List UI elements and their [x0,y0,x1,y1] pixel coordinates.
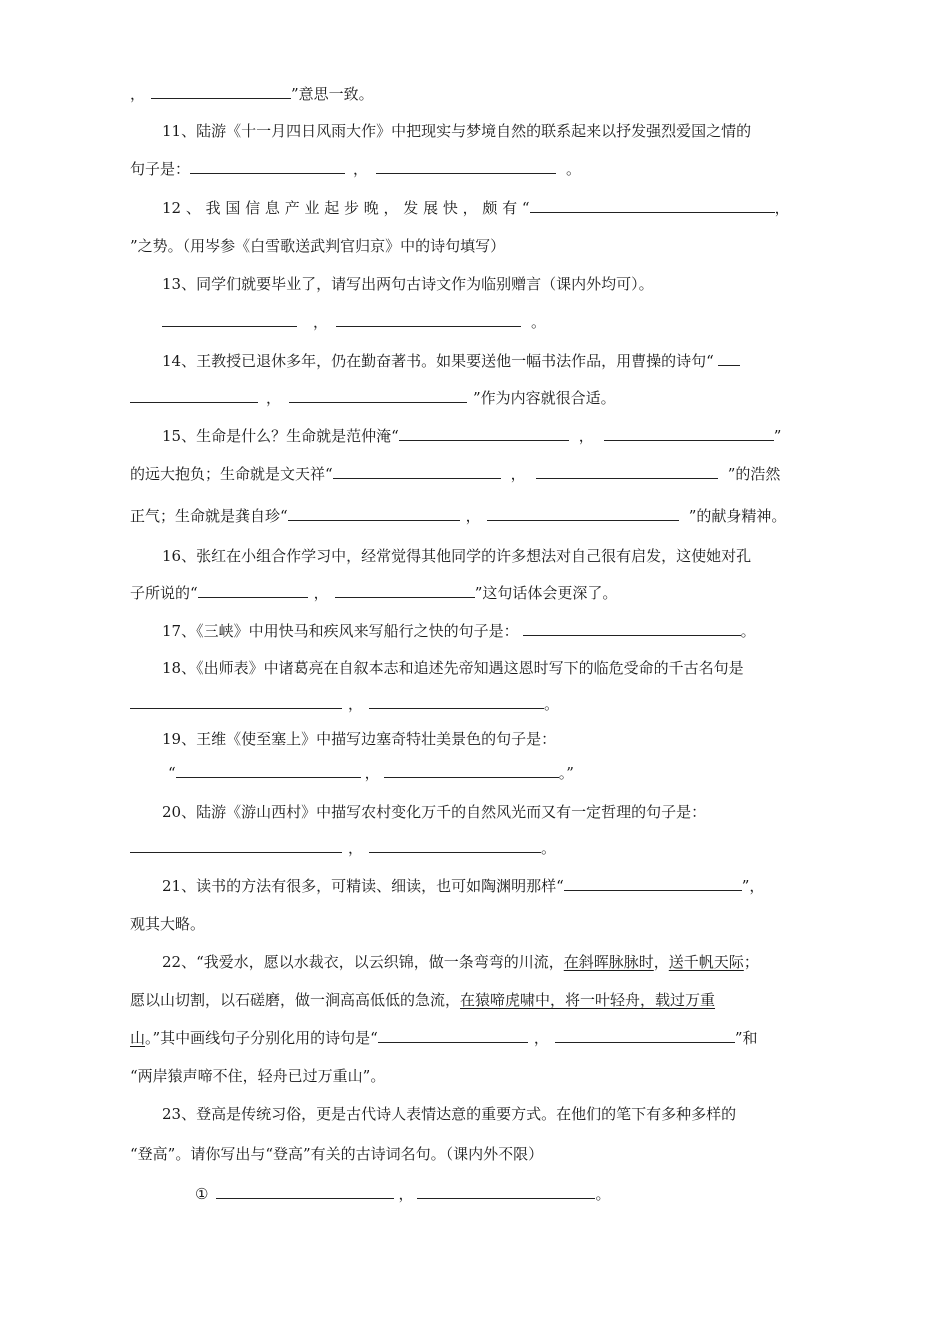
text: 。 [595,1185,611,1203]
text: 的远大抱负；生命就是文天祥“ [130,465,333,483]
question-18 [162,658,744,678]
question-23-answer [195,1184,610,1204]
answer-blank[interactable] [530,198,775,213]
text: ”这句话体会更深了。 [474,584,618,602]
question-22 [162,952,759,972]
answer-blank[interactable] [369,838,541,853]
answer-blank[interactable] [536,464,718,479]
text: ”的浩然 [727,465,781,483]
text: ”意思一致。 [291,85,374,103]
answer-blank[interactable] [130,388,258,403]
text: “两岸猿声啼不住，轻舟已过万重山”。 [130,1067,386,1085]
answer-blank[interactable] [289,388,467,403]
text: “登高”。请你写出与“登高”有关的古诗词名句。（课内外不限） [130,1145,544,1163]
question-16-answer [130,583,617,603]
text: 17、《三峡》中用快马和疾风来写船行之快的句子是： [162,622,519,640]
answer-blank[interactable] [417,1184,595,1199]
text: 12 、 我 国 信 息 产 业 起 步 晚 ， 发 展 快 ， 颇 有 “ [162,199,530,217]
question-11 [162,121,751,141]
text: “ [168,764,176,782]
answer-blank[interactable] [564,876,742,891]
answer-blank[interactable] [718,351,740,366]
question-15-cont [130,464,780,484]
text: ” [773,427,782,445]
text: 15、生命是什么？生命就是范仲淹“ [162,427,399,445]
question-22-cont [130,990,715,1010]
text: ”和 [734,1029,758,1047]
question-17 [162,621,756,641]
answer-blank[interactable] [288,506,460,521]
answer-blank[interactable] [176,763,361,778]
text: ， [510,465,526,483]
question-22-cont2 [130,1028,758,1048]
text: 20、陆游《游山西村》中描写农村变化万千的自然风光而又有一定哲理的句子是： [162,803,707,821]
text: ① [195,1185,209,1203]
question-15-cont2 [130,506,786,526]
question-13 [162,274,654,294]
text: 正气；生命就是龚自珍“ [130,507,288,525]
text: ， [313,313,329,331]
question-14-answer [130,388,616,408]
text: 。” [558,764,574,782]
question-14 [162,351,740,371]
text: 愿以山切割，以石磋磨，做一涧高高低低的急流， [130,991,461,1009]
question-20-answer [130,838,556,858]
question-15 [162,426,781,446]
text: 。 [541,839,557,857]
question-23-cont [130,1144,543,1164]
text: 。 [740,622,756,640]
text: 14、王教授已退休多年，仍在勤奋著书。如果要送他一幅书法作品，用曹操的诗句“ [162,352,714,370]
text: 观其大略。 [130,915,206,933]
question-20 [162,802,706,822]
text: ， [653,953,669,971]
text: ， [465,507,481,525]
question-18-answer [130,694,559,714]
underlined-phrase: 送千帆天际 [668,953,744,971]
text: ， [130,85,146,103]
text: 。 [566,160,582,178]
text: 。 [531,313,547,331]
answer-blank[interactable] [523,621,741,636]
text: 。 [544,695,560,713]
line-continuation [130,84,374,104]
answer-blank[interactable] [198,583,308,598]
answer-blank[interactable] [130,694,342,709]
text: 子所说的“ [130,584,198,602]
question-21-cont [130,914,205,934]
text: 19、王维《使至塞上》中描写边塞奇特壮美景色的句子是： [162,730,557,748]
text: ， [774,199,790,217]
text: 13、同学们就要毕业了，请写出两句古诗文作为临别赠言（课内外均可）。 [162,275,654,293]
question-22-cont3 [130,1066,385,1086]
answer-blank[interactable] [190,159,345,174]
text: 18、《出师表》中诸葛亮在自叙本志和追述先帝知遇这恩时写下的临危受命的千古名句是 [162,659,744,677]
underlined-phrase: 山 [130,1029,146,1047]
text: ”的献身精神。 [688,507,787,525]
text: ， [313,584,329,602]
answer-blank[interactable] [487,506,679,521]
text: ”， [741,877,765,895]
text: ， [348,839,364,857]
text: ， [353,160,369,178]
text: ， [364,764,380,782]
answer-blank[interactable] [604,426,774,441]
question-12 [162,198,790,218]
answer-blank[interactable] [555,1028,735,1043]
text: ， [398,1185,414,1203]
answer-blank[interactable] [335,583,475,598]
answer-blank[interactable] [369,694,544,709]
answer-blank[interactable] [399,426,569,441]
text: 。”其中画线句子分别化用的诗句是“ [145,1029,378,1047]
answer-blank[interactable] [336,312,521,327]
answer-blank[interactable] [216,1184,394,1199]
underlined-phrase: 在斜晖脉脉时 [563,953,654,971]
question-12-cont [130,236,505,256]
question-21 [162,876,764,896]
text: 11、陆游《十一月四日风雨大作》中把现实与梦境自然的联系起来以抒发强烈爱国之情的 [162,122,752,140]
question-11-answer [130,159,581,179]
question-13-answer [162,312,546,332]
answer-blank[interactable] [378,1028,528,1043]
text: ， [578,427,594,445]
text: 22、“我爱水，愿以水裁衣，以云织锦，做一条弯弯的川流， [162,953,564,971]
answer-blank[interactable] [333,464,501,479]
text: 23、登高是传统习俗，更是古代诗人表情达意的重要方式。在他们的笔下有多种多样的 [162,1105,737,1123]
text: ， [533,1029,549,1047]
answer-blank[interactable] [384,763,559,778]
text: ”作为内容就很合适。 [473,389,616,407]
text: ， [348,695,364,713]
answer-blank[interactable] [162,312,297,327]
text: ， [266,389,282,407]
text: 句子是： [130,160,191,178]
question-23 [162,1104,736,1124]
question-19-answer [168,763,574,783]
text: ； [743,953,759,971]
text: ”之势。（用岑参《白雪歌送武判官归京》中的诗句填写） [130,237,506,255]
text: 16、张红在小组合作学习中，经常觉得其他同学的许多想法对自己很有启发，这使她对孔 [162,547,752,565]
text: 21、读书的方法有很多，可精读、细读，也可如陶渊明那样“ [162,877,564,895]
answer-blank[interactable] [376,159,556,174]
question-19 [162,729,556,749]
question-16 [162,546,751,566]
underlined-phrase: 在猿啼虎啸中，将一叶轻舟，载过万重 [460,991,716,1009]
answer-blank[interactable] [151,84,291,99]
answer-blank[interactable] [130,838,342,853]
